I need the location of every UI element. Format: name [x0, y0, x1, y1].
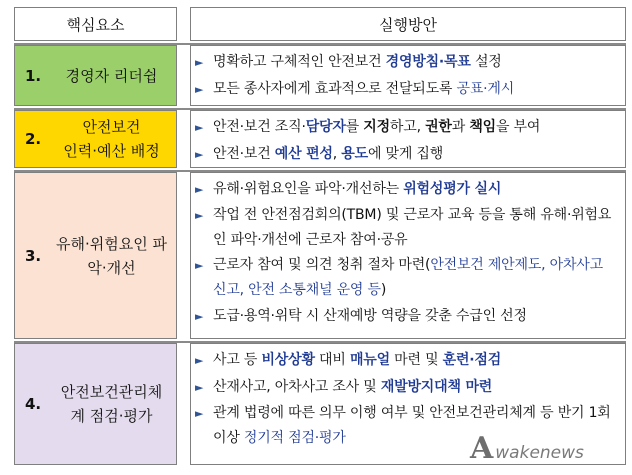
- header-action-plan: [190, 7, 626, 41]
- header-right-label: 실행방안: [379, 15, 437, 34]
- action-item: ► 안전·보건 예산 편성, 용도에 맞게 집행: [195, 141, 617, 168]
- action-item: ► 명확하고 구체적인 안전보건 경영방침·목표 설정: [195, 49, 617, 76]
- category-label: 안전보건 인력·예산 배정: [63, 118, 160, 160]
- right-triangle-icon: ►: [195, 259, 204, 272]
- right-triangle-icon: ►: [195, 354, 204, 367]
- action-box-1: [190, 45, 626, 106]
- awakenews-logo: [470, 432, 620, 466]
- action-item: ► 안전·보건 조직·담당자를 지정하고, 권한과 책임을 부여: [195, 114, 617, 141]
- action-box-3: [190, 172, 626, 339]
- action-item: ► 근로자 참여 및 의견 청취 절차 마련(안전보건 제안제도, 아차사고 신고, 안전 소통채널 운영 등): [195, 253, 617, 303]
- action-item: ► 작업 전 안전점검회의(TBM) 및 근로자 교육 등을 통해 유해·위험요인 파악·개선에 근로자 참여·공유: [195, 203, 617, 253]
- category-label: 안전보건관리체 계 점검·평가: [60, 383, 163, 425]
- right-triangle-icon: ►: [195, 121, 204, 134]
- category-number: 3.: [25, 246, 42, 265]
- action-item: ► 관계 법령에 따른 의무 이행 여부 및 안전보건관리체계 등 반기 1회 이상 정기적 점검·평가: [195, 401, 617, 451]
- right-triangle-icon: ►: [195, 407, 204, 420]
- right-triangle-icon: ►: [195, 209, 204, 222]
- category-1-box: [14, 45, 177, 106]
- action-item: ► 사고 등 비상상황 대비 매뉴얼 마련 및 훈련·점검: [195, 347, 617, 374]
- category-number: 2.: [25, 130, 42, 148]
- header-left-label: 핵심요소: [66, 15, 125, 34]
- action-box-2: [190, 110, 626, 168]
- right-triangle-icon: ►: [195, 381, 204, 394]
- action-item: ► 도급·용역·위탁 시 산재예방 역량을 갖춘 수급인 선정: [195, 303, 617, 330]
- header-core-elements: [14, 7, 177, 41]
- right-triangle-icon: ►: [195, 183, 204, 196]
- category-label: 유해·위험요인 파 악·개선: [56, 234, 167, 277]
- logo-letter: A: [470, 431, 494, 466]
- right-triangle-icon: ►: [195, 310, 204, 323]
- category-number: 4.: [25, 395, 42, 413]
- category-number: 1.: [25, 66, 42, 85]
- right-triangle-icon: ►: [195, 148, 204, 161]
- action-item: ► 유해·위험요인을 파악·개선하는 위험성평가 실시: [195, 176, 617, 203]
- action-item: ► 산재사고, 아차사고 조사 및 재발방지대책 마련: [195, 374, 617, 401]
- category-3-box: [14, 172, 177, 339]
- right-triangle-icon: ►: [195, 83, 204, 96]
- action-item: ► 모든 종사자에게 효과적으로 전달되도록 공표·게시: [195, 76, 617, 103]
- category-4-box: [14, 343, 177, 465]
- category-2-box: [14, 110, 177, 168]
- logo-text: wakenews: [495, 443, 584, 463]
- category-label: 경영자 리더쉽: [65, 66, 158, 85]
- right-triangle-icon: ►: [195, 56, 204, 69]
